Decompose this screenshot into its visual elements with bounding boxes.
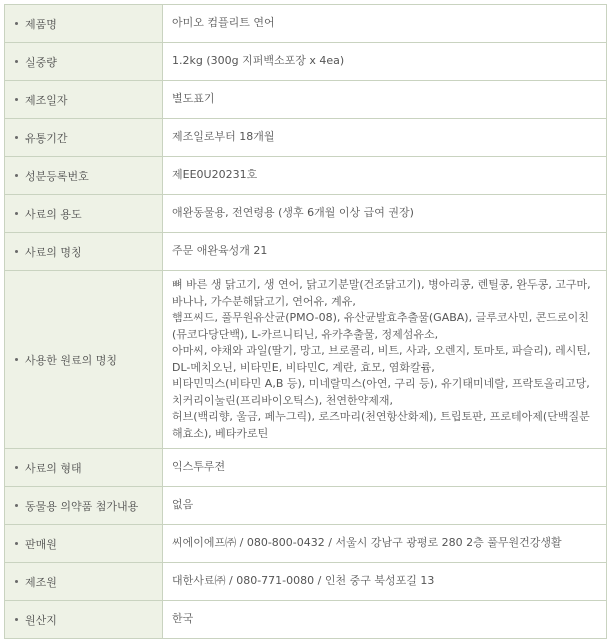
row-label-cell <box>5 119 163 157</box>
row-label-cell <box>5 195 163 233</box>
product-info-table <box>4 4 607 639</box>
row-value: 제조일로부터 18개월 <box>172 130 275 144</box>
table-row <box>5 487 607 525</box>
row-value-cell <box>163 43 607 81</box>
row-label-cell <box>5 271 163 449</box>
row-value: 주문 애완육성개 21 <box>172 244 268 258</box>
table-row <box>5 233 607 271</box>
row-label: 동물용 의약품 첨가내용 <box>25 499 139 513</box>
row-value: 한국 <box>172 612 194 626</box>
row-label: 유통기간 <box>25 131 68 145</box>
row-label: 제조일자 <box>25 93 68 107</box>
table-row <box>5 601 607 639</box>
row-value: 제EE0U20231호 <box>172 168 258 182</box>
row-label-cell <box>5 601 163 639</box>
row-label: 제품명 <box>25 17 57 31</box>
row-label-cell <box>5 157 163 195</box>
row-value: 씨에이에프㈜ / 080-800-0432 / 서울시 강남구 광평로 280 2층 풀무원건강생활 <box>172 536 562 550</box>
bullet-dot-icon <box>15 60 18 63</box>
table-row <box>5 195 607 233</box>
ingredient-line: 비타민믹스(비타민 A,B 등), 미네랄믹스(아연, 구리 등), 유기태미네랄, 프락토올리고당, <box>172 377 590 390</box>
table-row <box>5 43 607 81</box>
ingredient-line: 아마씨, 야채와 과일(딸기, 망고, 브로콜리, 비트, 사과, 오렌지, 토마토, 파슬리), 레시틴, <box>172 344 591 357</box>
bullet-dot-icon <box>15 174 18 177</box>
row-value-cell <box>163 525 607 563</box>
row-value-cell <box>163 233 607 271</box>
table-row <box>5 119 607 157</box>
row-value: 별도표기 <box>172 92 215 106</box>
row-value-cell <box>163 601 607 639</box>
row-value-cell <box>163 157 607 195</box>
row-label-cell <box>5 525 163 563</box>
row-value: 아미오 컴플리트 연어 <box>172 16 275 30</box>
row-label: 사료의 형태 <box>25 461 82 475</box>
row-value-cell <box>163 81 607 119</box>
row-label: 판매원 <box>25 537 57 551</box>
row-label-cell <box>5 5 163 43</box>
row-label: 사료의 명칭 <box>25 245 82 259</box>
row-label: 실중량 <box>25 55 57 69</box>
bullet-dot-icon <box>15 504 18 507</box>
bullet-dot-icon <box>15 212 18 215</box>
row-label: 제조원 <box>25 575 57 589</box>
bullet-dot-icon <box>15 618 18 621</box>
row-label-cell <box>5 233 163 271</box>
row-value-cell <box>163 563 607 601</box>
row-value-cell <box>163 487 607 525</box>
bullet-dot-icon <box>15 466 18 469</box>
row-value-cell <box>163 195 607 233</box>
ingredient-line: DL-메치오닌, 비타민E, 비타민C, 계란, 효모, 염화칼륨, <box>172 360 435 374</box>
row-value-cell <box>163 119 607 157</box>
ingredients-cell <box>163 271 607 449</box>
table-row <box>5 449 607 487</box>
row-label: 사용한 원료의 명칭 <box>25 353 118 367</box>
bullet-dot-icon <box>15 250 18 253</box>
ingredient-line: 허브(백리향, 울금, 페누그릭), 로즈마리(천연항산화제), 트립토판, 프로테아제(단백질분 <box>172 410 590 423</box>
ingredient-line: 해효소), 베타카로틴 <box>172 426 269 440</box>
table-row <box>5 81 607 119</box>
ingredient-line: 치커리이눌린(프리바이오틱스), 천연한약제재, <box>172 393 393 407</box>
row-value: 익스투루젼 <box>172 460 226 474</box>
bullet-dot-icon <box>15 98 18 101</box>
row-label-cell <box>5 449 163 487</box>
row-label-cell <box>5 563 163 601</box>
table-row <box>5 157 607 195</box>
bullet-dot-icon <box>15 542 18 545</box>
ingredient-line: 햄프씨드, 풀무원유산균(PMO-08), 유산균발효추출물(GABA), 글루코사민, 콘드로이친 <box>172 311 589 324</box>
row-value-cell <box>163 449 607 487</box>
ingredient-line: (뮤코다당단백), L-카르니티닌, 유카추출물, 정제섬유소, <box>172 327 439 341</box>
row-label-cell <box>5 43 163 81</box>
row-value: 대한사료㈜ / 080-771-0080 / 인천 중구 북성포길 13 <box>172 574 435 588</box>
ingredient-line: 뼈 바른 생 닭고기, 생 연어, 닭고기분말(건조닭고기), 병아리콩, 렌틸콩, 완두콩, 고구마, <box>172 278 591 291</box>
ingredient-line: 바나나, 가수분해닭고기, 연어유, 계유, <box>172 294 356 308</box>
row-label: 사료의 용도 <box>25 207 82 221</box>
row-value-cell <box>163 5 607 43</box>
row-label-cell <box>5 487 163 525</box>
table-row <box>5 5 607 43</box>
row-value: 없음 <box>172 498 194 512</box>
table-row <box>5 525 607 563</box>
row-value: 1.2kg (300g 지퍼백소포장 x 4ea) <box>172 54 345 68</box>
bullet-dot-icon <box>15 358 18 361</box>
row-label: 원산지 <box>25 613 57 627</box>
bullet-dot-icon <box>15 136 18 139</box>
row-label-cell <box>5 81 163 119</box>
bullet-dot-icon <box>15 580 18 583</box>
table-row <box>5 563 607 601</box>
row-value: 애완동물용, 전연령용 (생후 6개월 이상 급여 권장) <box>172 206 414 220</box>
product-info-table-wrapper <box>4 4 607 639</box>
row-label: 성분등록번호 <box>25 169 89 183</box>
table-row-ingredients <box>5 271 607 449</box>
bullet-dot-icon <box>15 22 18 25</box>
